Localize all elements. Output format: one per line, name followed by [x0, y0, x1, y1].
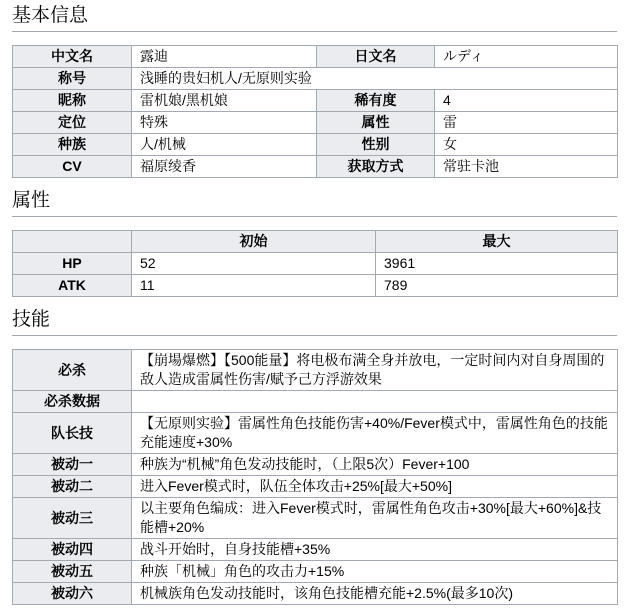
- field-label-chinese-name: 中文名: [13, 46, 132, 68]
- table-row: [13, 90, 618, 112]
- field-label-element: 属性: [317, 112, 435, 134]
- field-label-role: 定位: [13, 112, 132, 134]
- table-row: [13, 561, 618, 583]
- field-label-title: 称号: [13, 68, 132, 90]
- field-value-role: 特殊: [132, 112, 317, 134]
- skill-label-passive-6: 被动六: [13, 583, 132, 605]
- skill-value-leader-skill: 【无原则实验】雷属性角色技能伤害+40%/Fever模式中，雷属性角色的技能充能速度+30%: [132, 413, 618, 454]
- skill-value-passive-3: 以主要角色编成：进入Fever模式时，雷属性角色攻击+30%[最大+60%]&技能槽+20%: [132, 498, 618, 539]
- field-label-cv: CV: [13, 156, 132, 178]
- skills-table: [12, 349, 618, 605]
- field-value-rarity: 4: [435, 90, 618, 112]
- field-label-race: 种族: [13, 134, 132, 156]
- skill-value-passive-1: 种族为“机械”角色发动技能时，（上限5次）Fever+100: [132, 454, 618, 476]
- skill-value-passive-6: 机械族角色发动技能时，该角色技能槽充能+2.5%(最多10次): [132, 583, 618, 605]
- field-value-element: 雷: [435, 112, 618, 134]
- stat-value-atk-max: 789: [376, 275, 618, 297]
- field-value-race: 人/机械: [132, 134, 317, 156]
- stats-table: [12, 230, 618, 297]
- field-label-obtain-method: 获取方式: [317, 156, 435, 178]
- table-row: [13, 112, 618, 134]
- skill-label-passive-1: 被动一: [13, 454, 132, 476]
- skill-value-passive-4: 战斗开始时，自身技能槽+35%: [132, 539, 618, 561]
- field-value-gender: 女: [435, 134, 618, 156]
- table-row: [13, 498, 618, 539]
- table-row: [13, 253, 618, 275]
- field-label-japanese-name: 日文名: [317, 46, 435, 68]
- table-row: [13, 275, 618, 297]
- field-value-cv: 福原绫香: [132, 156, 317, 178]
- field-value-japanese-name: ルディ: [435, 46, 618, 68]
- skill-value-ultimate-data: [132, 391, 618, 413]
- stats-corner-cell: [13, 231, 132, 253]
- stat-value-hp-initial: 52: [132, 253, 376, 275]
- skill-label-passive-5: 被动五: [13, 561, 132, 583]
- skill-label-passive-2: 被动二: [13, 476, 132, 498]
- skill-label-passive-4: 被动四: [13, 539, 132, 561]
- stats-col-header-max: 最大: [376, 231, 618, 253]
- table-row: [13, 68, 618, 90]
- section-title-basic-info: 基本信息: [12, 5, 617, 32]
- field-label-rarity: 稀有度: [317, 90, 435, 112]
- skill-label-ultimate-data: 必杀数据: [13, 391, 132, 413]
- table-row: [13, 350, 618, 391]
- skill-value-ultimate: 【崩場爆燃】【500能量】将电极布满全身并放电，一定时间内对自身周围的敌人造成雷属性伤害/赋予己方浮游效果: [132, 350, 618, 391]
- section-title-skills: 技能: [12, 309, 617, 336]
- skill-label-ultimate: 必杀: [13, 350, 132, 391]
- table-row: [13, 134, 618, 156]
- skill-label-passive-3: 被动三: [13, 498, 132, 539]
- field-value-obtain-method: 常驻卡池: [435, 156, 618, 178]
- skill-value-passive-5: 种族「机械」角色的攻击力+15%: [132, 561, 618, 583]
- field-label-gender: 性别: [317, 134, 435, 156]
- stat-value-atk-initial: 11: [132, 275, 376, 297]
- field-value-nickname: 雷机娘/黑机娘: [132, 90, 317, 112]
- field-label-nickname: 昵称: [13, 90, 132, 112]
- field-value-chinese-name: 露迪: [132, 46, 317, 68]
- table-row: [13, 454, 618, 476]
- table-row: [13, 539, 618, 561]
- stats-col-header-initial: 初始: [132, 231, 376, 253]
- table-row: [13, 583, 618, 605]
- stat-label-hp: HP: [13, 253, 132, 275]
- table-header-row: [13, 231, 618, 253]
- table-row: [13, 156, 618, 178]
- stat-value-hp-max: 3961: [376, 253, 618, 275]
- section-title-attributes: 属性: [12, 190, 617, 217]
- skill-value-passive-2: 进入Fever模式时，队伍全体攻击+25%[最大+50%]: [132, 476, 618, 498]
- table-row: [13, 476, 618, 498]
- basic-info-table: [12, 45, 618, 178]
- skill-label-leader-skill: 队长技: [13, 413, 132, 454]
- stat-label-atk: ATK: [13, 275, 132, 297]
- field-value-title: 浅睡的贵妇机人/无原则实验: [132, 68, 618, 90]
- table-row: [13, 413, 618, 454]
- table-row: [13, 46, 618, 68]
- table-row: [13, 391, 618, 413]
